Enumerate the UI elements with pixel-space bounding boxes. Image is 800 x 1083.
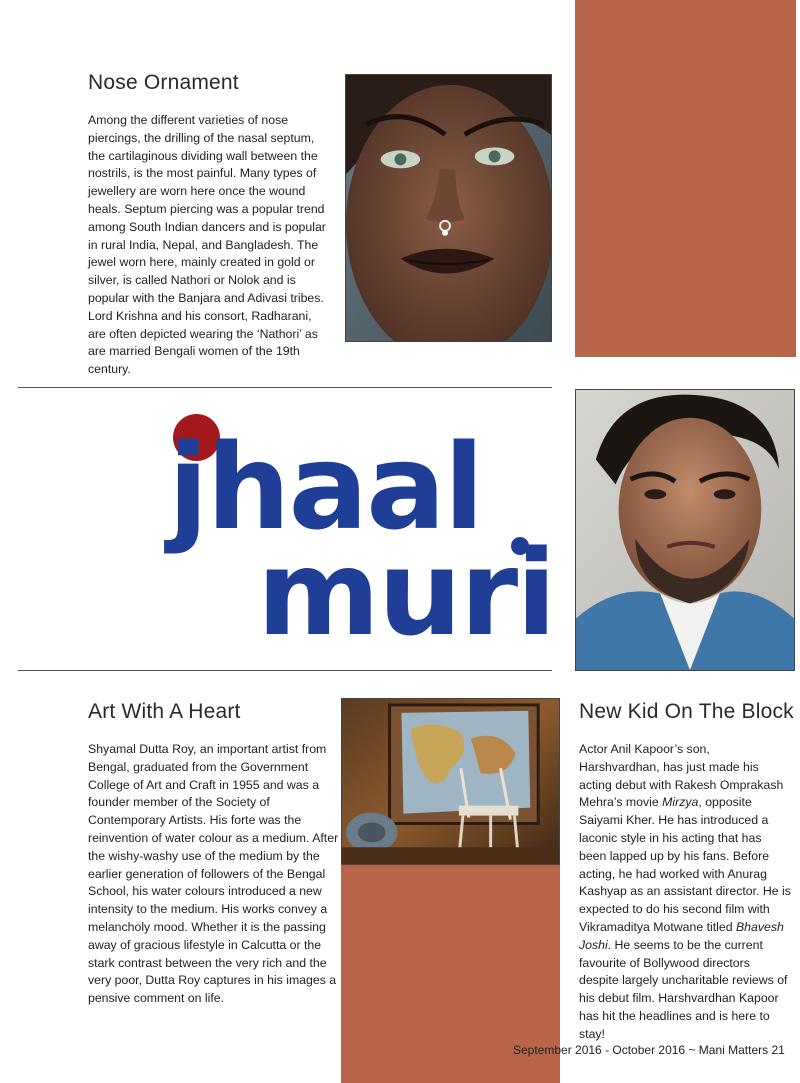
- film-title-bhavesh-joshi: Bhavesh Joshi: [579, 919, 784, 952]
- art-with-a-heart-text: Shyamal Dutta Roy, an important artist from Bengal, graduated from the Government College of Art and Craft in 1955 and was a founder member of the Society of Contemporary Artists. His forte was the reinvention of water colour as a medium. After the wishy-washy use of the medium by the earlier generation of followers of the Bengal School, his water colours introduced a new intensity to the medium. His works convey a melancholy mood. Whether it is the passing away of gracious lifestyle in Calcutta or the stark contrast between the very rich and the very poor, Dutta Roy captures in his images a pensive comment on life.: [88, 742, 339, 1006]
- art-with-a-heart-heading: Art With A Heart: [88, 700, 241, 723]
- nose-ornament-heading: Nose Ornament: [88, 71, 239, 94]
- kid-text-part-1: Actor Anil Kapoor’s son, Harshvardhan, has just made his acting debut with Rakesh Omprakash Mehra’s movie: [579, 742, 784, 810]
- watercolour-painting-photo: [341, 698, 560, 865]
- logo-word-muri: muri: [257, 524, 555, 662]
- actor-portrait-photo: [575, 389, 795, 671]
- septum-piercing-photo: [345, 74, 552, 342]
- bottom-divider: [18, 670, 552, 671]
- new-kid-on-the-block-text: [579, 741, 791, 1044]
- page-footer: September 2016 - October 2016 ~ Mani Matters 21: [513, 1043, 785, 1057]
- nose-ornament-text: Among the different varieties of nose piercings, the drilling of the nasal septum, the cartilaginous dividing wall between the nostrils, is the most painful. Many types of jewellery are worn here once the wound heals. Septum piercing was a popular trend among South Indian dancers and is popular in rural India, Nepal, and Bangladesh. The jewel worn here, mainly created in gold or silver, is called Nathori or Nolok and is popular with the Banjara and Adivasi tribes. Lord Krishna and his consort, Radharani, are often depicted wearing the ‘Nathori’ as are married Bengali women of the 19th century.: [88, 113, 326, 377]
- logo-word-jhaal: jhaal: [168, 418, 483, 556]
- kid-text-part-2: , opposite Saiyami Kher. He has introduced a laconic style in his acting that has been lapped up by his fans. Before acting, he had worked with Anurag Kashyap as an assistant director. He is expected to do his second film with Vikramaditya Motwane titled: [579, 795, 791, 934]
- top-divider: [18, 387, 552, 388]
- top-right-color-block: [575, 0, 796, 357]
- film-title-mirzya: Mirzya: [662, 795, 699, 810]
- kid-text-part-3: . He seems to be the current favourite of Bollywood directors despite largely uncharitable reviews of his debut film. Harshvardhan Kapoor has hit the headlines and is here to stay!: [579, 937, 788, 1041]
- new-kid-on-the-block-heading: New Kid On The Block: [579, 700, 794, 723]
